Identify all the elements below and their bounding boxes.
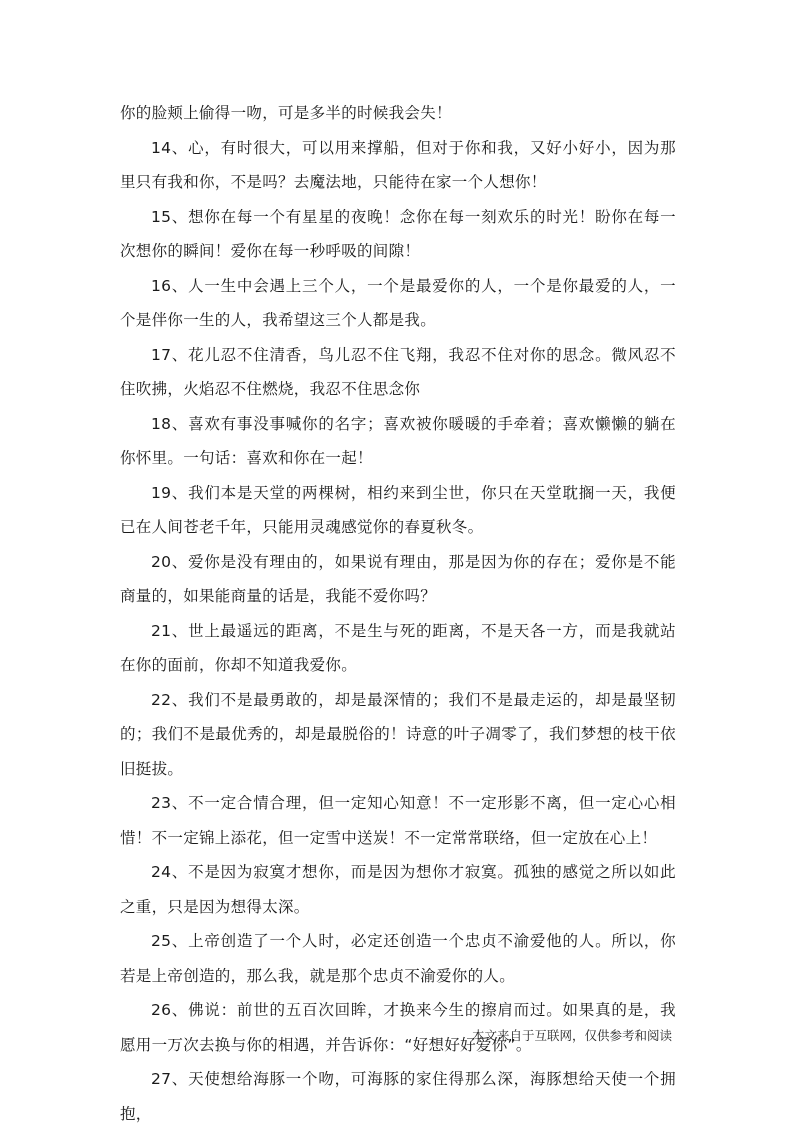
paragraph-17: 17、花儿忍不住清香，鸟儿忍不住飞翔，我忍不住对你的思念。微风忍不住吹拂，火焰忍不住燃烧，我忍不住思念你 (120, 345, 676, 398)
paragraph-23: 23、不一定合情合理，但一定知心知意！不一定形影不离，但一定心心相惜！不一定锦上添花，但一定雪中送炭！不一定常常联络，但一定放在心上！ (120, 794, 676, 847)
document-body (120, 96, 676, 1131)
paragraph-continuation: 你的脸颊上偷得一吻，可是多半的时候我会失！ (120, 104, 452, 122)
paragraph-19: 19、我们本是天堂的两棵树，相约来到尘世，你只在天堂耽搁一天，我便已在人间苍老千年，只能用灵魂感觉你的春夏秋冬。 (120, 483, 676, 536)
paragraph-16: 16、人一生中会遇上三个人，一个是最爱你的人，一个是你最爱的人，一个是伴你一生的人，我希望这三个人都是我。 (120, 276, 676, 329)
paragraph-20: 20、爱你是没有理由的，如果说有理由，那是因为你的存在；爱你是不能商量的，如果能商量的话是，我能不爱你吗？ (120, 552, 676, 605)
paragraph-24: 24、不是因为寂寞才想你，而是因为想你才寂寞。孤独的感觉之所以如此之重，只是因为想得太深。 (120, 863, 676, 916)
paragraph-26: 26、佛说：前世的五百次回眸，才换来今生的擦肩而过。如果真的是，我愿用一万次去换与你的相遇，并告诉你：“好想好好爱你”。 (120, 1001, 676, 1054)
paragraph-22: 22、我们不是最勇敢的，却是最深情的；我们不是最走运的，却是最坚韧的；我们不是最优秀的，却是最脱俗的！诗意的叶子凋零了，我们梦想的枝干依旧挺拔。 (120, 690, 676, 778)
paragraph-14: 14、心，有时很大，可以用来撑船，但对于你和我，又好小好小，因为那里只有我和你，不是吗？去魔法地，只能待在家一个人想你！ (120, 138, 676, 191)
paragraph-21: 21、世上最遥远的距离，不是生与死的距离，不是天各一方，而是我就站在你的面前，你却不知道我爱你。 (120, 621, 676, 674)
paragraph-15: 15、想你在每一个有星星的夜晚！念你在每一刻欢乐的时光！盼你在每一次想你的瞬间！爱你在每一秒呼吸的间隙！ (120, 207, 676, 260)
paragraph-27: 27、天使想给海豚一个吻，可海豚的家住得那么深，海豚想给天使一个拥抱， (120, 1070, 676, 1123)
paragraph-18: 18、喜欢有事没事喊你的名字；喜欢被你暖暖的手牵着；喜欢懒懒的躺在你怀里。一句话：喜欢和你在一起！ (120, 414, 676, 467)
source-footer-note: 本文来自于互联网，仅供参考和阅读 (472, 1028, 673, 1043)
paragraph-25: 25、上帝创造了一个人时，必定还创造一个忠贞不渝爱他的人。所以，你若是上帝创造的，那么我，就是那个忠贞不渝爱你的人。 (120, 932, 676, 985)
